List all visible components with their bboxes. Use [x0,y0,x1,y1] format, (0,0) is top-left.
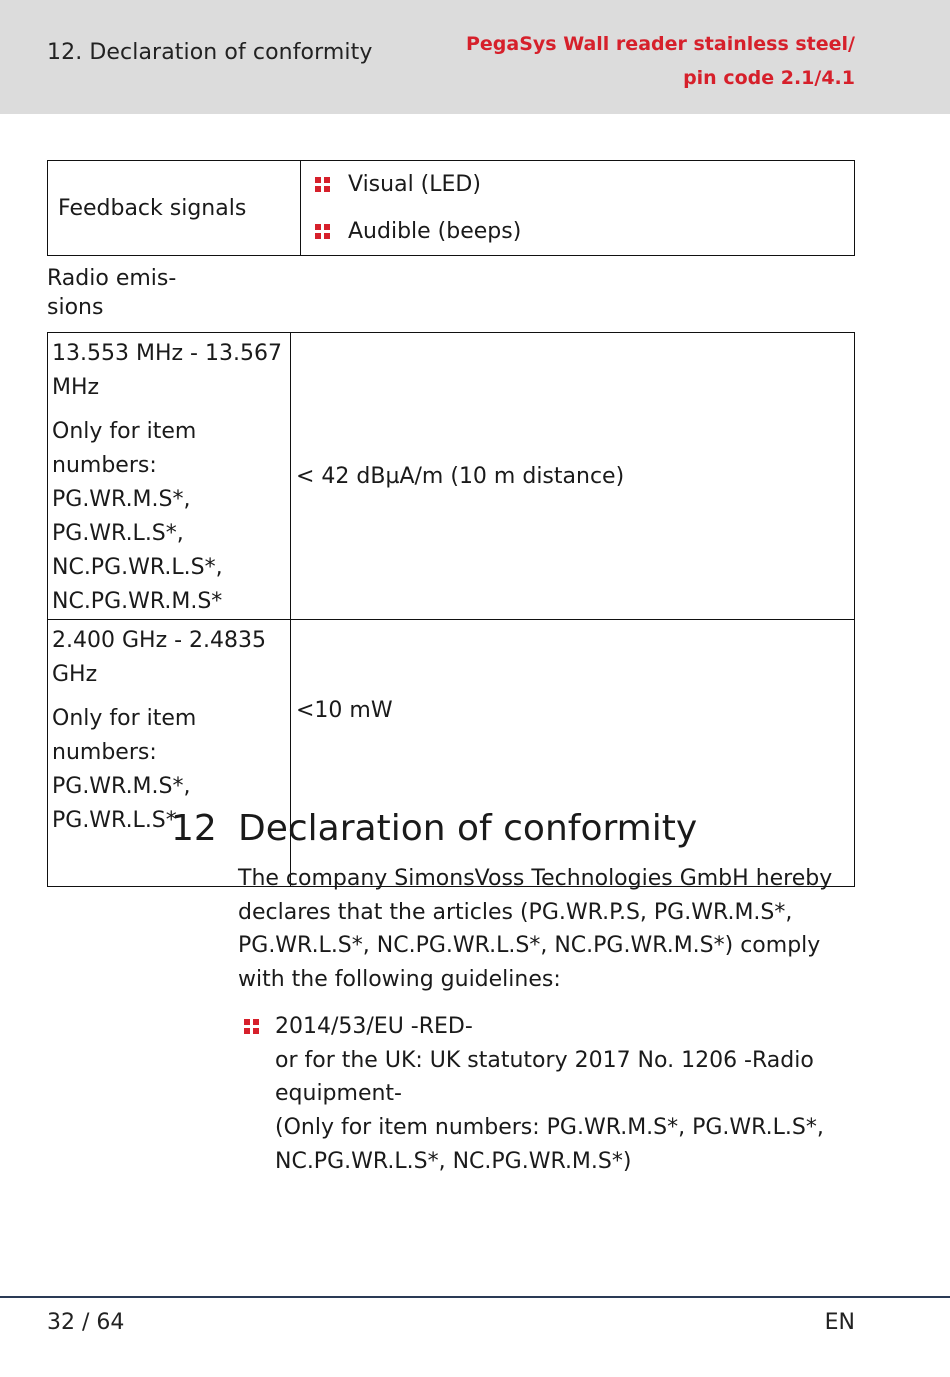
list-item [315,208,854,255]
declaration-text: The company SimonsVoss Technologies GmbH hereby declares that the articles (PG.WR.P.S, PG.WR.M.S*, PG.WR.L.S*, NC.PG.WR.L.S*, NC.PG.WR.M.S*) comply with the following guidelines: [238,866,833,993]
page-header [0,0,950,114]
table-row [48,161,855,256]
frequency-cell [48,333,291,620]
section-title: Declaration of conformity [238,808,698,849]
table-row [48,333,855,620]
list-item [275,1010,858,1179]
feedback-signals-label: Feedback signals [48,161,301,256]
frequency-range: 13.553 MHz - 13.567 MHz [52,341,282,400]
feedback-item-audible: Audible (beeps) [348,219,522,244]
guideline-line: NC.PG.WR.L.S*, NC.PG.WR.M.S*) [275,1148,632,1174]
red-square-bullet-icon [315,177,330,192]
list-item [315,161,854,208]
page-number: 32 / 64 [47,1310,125,1335]
guideline-line: 2014/53/EU -RED- [275,1014,473,1039]
header-section-title: 12. Declaration of conformity [47,40,373,65]
red-square-bullet-icon [315,224,330,239]
emission-value: <10 mW [291,620,855,887]
radio-emissions-label [47,264,176,322]
emission-value: < 42 dBµA/m (10 m distance) [291,333,855,620]
frequency-range: 2.400 GHz - 2.4835 GHz [52,628,267,687]
header-product-line-2: pin code 2.1/4.1 [683,67,855,89]
radio-emissions-label-line-2: sions [47,295,104,320]
guideline-line: (Only for item numbers: PG.WR.M.S*, PG.WR.L.S*, [275,1115,824,1141]
radio-emissions-label-line-1: Radio emis- [47,266,177,291]
header-product-title [466,27,855,95]
radio-emissions-table [47,332,855,887]
feedback-signals-table [47,160,855,256]
feedback-item-visual: Visual (LED) [348,172,481,197]
feedback-signals-values [301,161,855,256]
guideline-line: or for the UK: UK statutory 2017 No. 1206 -Radio [275,1047,814,1073]
section-number: 12 [171,808,217,849]
frequency-note: Only for item numbers: PG.WR.M.S*, PG.WR.L.S* [52,706,197,833]
red-square-bullet-icon [244,1019,259,1034]
language-code: EN [824,1310,855,1335]
guideline-line: equipment- [275,1081,402,1107]
frequency-note: Only for item numbers: PG.WR.M.S*, PG.WR.L.S*, NC.PG.WR.L.S*, NC.PG.WR.M.S* [52,419,223,614]
guidelines-list [238,1010,858,1179]
footer-divider [0,1296,950,1298]
header-product-line-1: PegaSys Wall reader stainless steel/ [465,33,855,55]
